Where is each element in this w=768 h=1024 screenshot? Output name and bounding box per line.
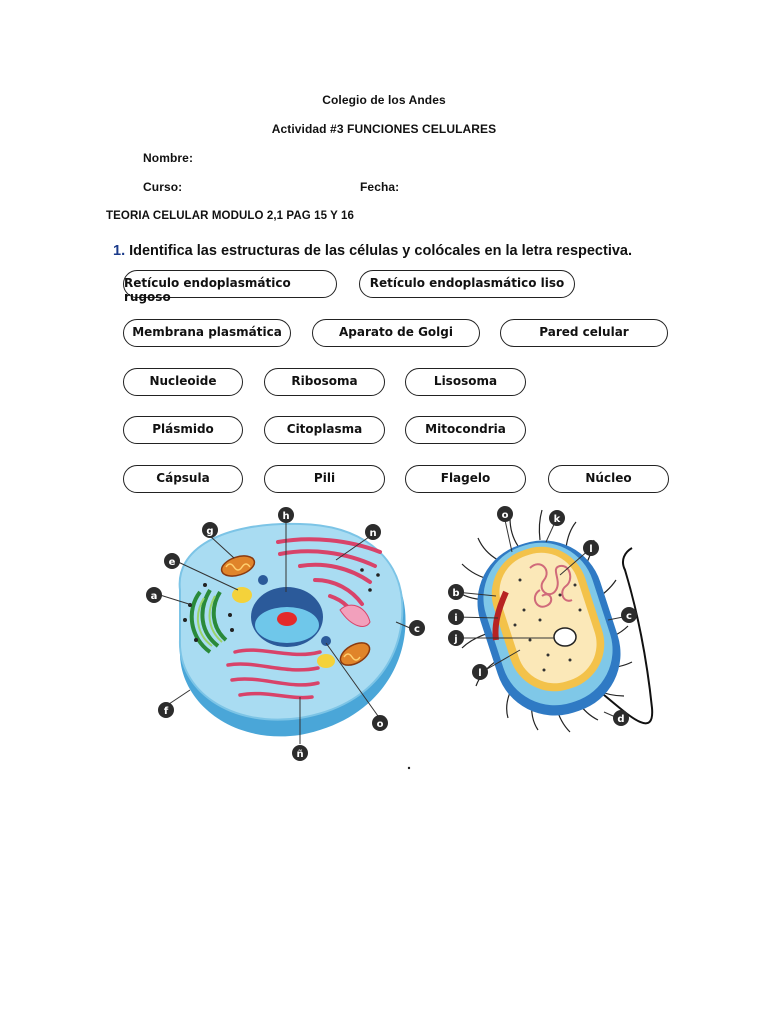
animal-label: e bbox=[168, 557, 176, 568]
question-1 bbox=[113, 243, 632, 259]
term-pill: Retículo endoplasmático rugoso bbox=[123, 270, 337, 298]
question-text: Identifica las estructuras de las células y colócales en la letra respectiva. bbox=[129, 243, 633, 259]
bacteria-label: b bbox=[452, 588, 460, 599]
term-pill: Pared celular bbox=[500, 319, 668, 347]
animal-label: n bbox=[369, 528, 377, 539]
bacteria-label: k bbox=[553, 514, 561, 525]
term-pill: Retículo endoplasmático liso bbox=[359, 270, 575, 298]
animal-cell-diagram bbox=[146, 507, 425, 761]
term-pill: Nucleoide bbox=[123, 368, 243, 396]
bacteria-label: d bbox=[617, 714, 625, 725]
course-label: Curso: bbox=[143, 180, 183, 194]
animal-label: g bbox=[206, 526, 214, 537]
term-pill: Cápsula bbox=[123, 465, 243, 493]
term-pill: Núcleo bbox=[548, 465, 669, 493]
animal-label: o bbox=[376, 719, 384, 730]
animal-label: h bbox=[282, 511, 290, 522]
cell-diagrams bbox=[0, 500, 768, 780]
bacteria-label: i bbox=[454, 613, 458, 624]
term-pill: Plásmido bbox=[123, 416, 243, 444]
animal-label: ñ bbox=[296, 749, 304, 760]
bacteria-label: c bbox=[626, 611, 632, 622]
date-label: Fecha: bbox=[360, 180, 400, 194]
bacteria-label: j bbox=[454, 634, 458, 645]
activity-title: Actividad #3 FUNCIONES CELULARES bbox=[271, 122, 497, 136]
school-title: Colegio de los Andes bbox=[322, 93, 446, 107]
bacteria-label: l bbox=[589, 544, 593, 555]
bacteria-diagram bbox=[448, 506, 652, 732]
term-pill: Citoplasma bbox=[264, 416, 385, 444]
animal-label: f bbox=[163, 706, 169, 717]
term-pill: Pili bbox=[264, 465, 385, 493]
question-number: 1. bbox=[113, 243, 126, 259]
term-pill: Membrana plasmática bbox=[123, 319, 291, 347]
name-label: Nombre: bbox=[143, 151, 194, 165]
term-pill: Ribosoma bbox=[264, 368, 385, 396]
bacteria-label: o bbox=[501, 510, 509, 521]
term-pill: Mitocondria bbox=[405, 416, 526, 444]
term-pill: Flagelo bbox=[405, 465, 526, 493]
animal-label: c bbox=[414, 624, 420, 635]
animal-label: a bbox=[150, 591, 158, 602]
term-pill: Lisosoma bbox=[405, 368, 526, 396]
bacteria-label: l bbox=[478, 668, 482, 679]
term-pill: Aparato de Golgi bbox=[312, 319, 480, 347]
module-reference: TEORIA CELULAR MODULO 2,1 PAG 15 Y 16 bbox=[106, 210, 355, 222]
